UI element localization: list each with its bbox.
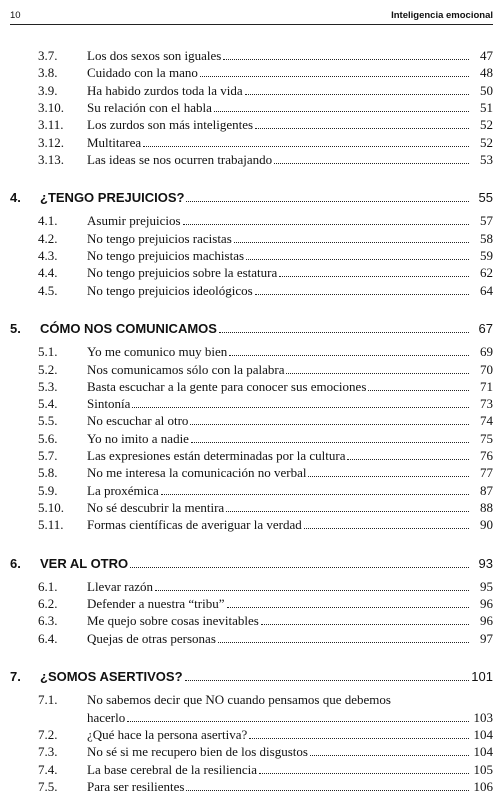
- leader-dots: [310, 755, 469, 756]
- entry-row: [87, 282, 493, 300]
- toc-entry: [0, 630, 493, 648]
- entry-number: 5.3.: [38, 378, 58, 394]
- toc-entry: [0, 151, 493, 169]
- entry-body: [87, 482, 493, 500]
- page-ref: 55: [478, 190, 493, 206]
- entry-row: [87, 726, 493, 744]
- toc-entry: [0, 361, 493, 379]
- leader-dots: [130, 567, 469, 568]
- toc-entry: [0, 447, 493, 465]
- leader-dots: [308, 476, 469, 477]
- toc-chapter: [0, 189, 493, 207]
- leader-dots: [286, 373, 469, 374]
- entry-body: [87, 726, 493, 744]
- page-ref: 97: [480, 630, 493, 646]
- entry-title: Las ideas se nos ocurren trabajando: [87, 151, 273, 167]
- entry-row: [87, 499, 493, 517]
- entry-row: [87, 761, 493, 779]
- entry-number: 7.1.: [38, 692, 58, 708]
- leader-dots: [183, 224, 469, 225]
- entry-row: [87, 595, 493, 613]
- entry-row: [87, 247, 493, 265]
- leader-dots: [368, 390, 469, 391]
- leader-dots: [347, 459, 469, 460]
- toc-entry: [0, 691, 493, 709]
- page-ref: 105: [473, 761, 493, 777]
- page-ref: 73: [480, 396, 493, 412]
- entry-row: [87, 612, 493, 630]
- toc-entry: [0, 212, 493, 230]
- entry-number: 5.1.: [38, 344, 58, 360]
- entry-title: ¿Qué hace la persona asertiva?: [87, 726, 248, 742]
- page-ref: 96: [480, 596, 493, 612]
- header-rule: [10, 24, 493, 25]
- entry-row: [87, 134, 493, 152]
- entry-title: La proxémica: [87, 482, 159, 498]
- entry-number: 3.13.: [38, 151, 64, 167]
- entry-number: 4.2.: [38, 230, 58, 246]
- entry-row: [87, 212, 493, 230]
- entry-number: 3.12.: [38, 134, 64, 150]
- entry-body: [87, 499, 493, 517]
- toc-entry-continued: [87, 709, 493, 727]
- leader-dots: [255, 294, 469, 295]
- toc-entry: [0, 116, 493, 134]
- entry-row: [87, 264, 493, 282]
- entry-title: VER AL OTRO: [40, 555, 129, 571]
- entry-number: 5.: [10, 320, 21, 336]
- entry-title: No escuchar al otro: [87, 413, 189, 429]
- toc-entry: [0, 761, 493, 779]
- entry-body: [87, 395, 493, 413]
- entry-number: 7.5.: [38, 778, 58, 794]
- entry-row: [40, 189, 493, 207]
- entry-row: [87, 482, 493, 500]
- leader-dots: [185, 680, 469, 681]
- entry-title: Las expresiones están determinadas por la cultura: [87, 448, 346, 463]
- entry-body: [87, 743, 493, 761]
- entry-title: Cuidado con la mano: [87, 65, 198, 81]
- entry-number: 7.2.: [38, 726, 58, 742]
- entry-title: Ha habido zurdos toda la vida: [87, 82, 243, 98]
- toc-entry: [0, 99, 493, 117]
- toc-entry: [0, 82, 493, 100]
- toc-chapter: [0, 320, 493, 338]
- leader-dots: [245, 94, 469, 95]
- toc-entry: [0, 395, 493, 413]
- page-ref: 51: [480, 99, 493, 115]
- toc-entry: [0, 516, 493, 534]
- entry-body: [40, 320, 493, 338]
- entry-title: No tengo prejuicios sobre la estatura: [87, 265, 278, 281]
- entry-title: ¿TENGO PREJUICIOS?: [40, 190, 185, 206]
- page-ref: 59: [480, 248, 493, 263]
- toc-entry: [0, 378, 493, 396]
- entry-number: 5.9.: [38, 482, 58, 498]
- page-ref: 48: [480, 65, 493, 81]
- entry-title: Me quejo sobre cosas inevitables: [87, 613, 259, 629]
- entry-row: [87, 64, 493, 82]
- entry-body: [87, 361, 493, 379]
- leader-dots: [155, 590, 469, 591]
- entry-body: [40, 668, 493, 686]
- entry-title: No tengo prejuicios machistas: [87, 248, 245, 263]
- leader-dots: [200, 76, 469, 77]
- entry-body: [87, 230, 493, 248]
- page-ref: 71: [480, 378, 493, 394]
- page-ref: 101: [471, 669, 493, 684]
- leader-dots: [261, 624, 469, 625]
- page-ref: 53: [480, 151, 493, 167]
- page-ref: 52: [480, 117, 493, 133]
- entry-row: [87, 447, 493, 465]
- entry-row: [87, 230, 493, 248]
- toc-entry: [0, 482, 493, 500]
- toc-chapter: [0, 555, 493, 573]
- entry-number: 7.: [10, 669, 21, 684]
- toc-entry: [0, 64, 493, 82]
- entry-title: No me interesa la comunicación no verbal: [87, 465, 307, 481]
- toc-entry: [0, 247, 493, 265]
- entry-number: 5.2.: [38, 361, 58, 377]
- entry-number: 5.10.: [38, 499, 64, 515]
- page-ref: 57: [480, 213, 493, 229]
- entry-title: Asumir prejuicios: [87, 213, 181, 229]
- entry-number: 3.9.: [38, 82, 58, 98]
- entry-number: 5.8.: [38, 465, 58, 481]
- page-ref: 88: [480, 499, 493, 515]
- entry-body: [87, 64, 493, 82]
- entry-row: [87, 412, 493, 430]
- toc-entry: [0, 230, 493, 248]
- leader-dots: [186, 790, 469, 791]
- entry-title: ¿SOMOS ASERTIVOS?: [40, 669, 183, 684]
- entry-title: No tengo prejuicios racistas: [87, 230, 232, 246]
- entry-number: 6.4.: [38, 630, 58, 646]
- entry-number: 7.3.: [38, 744, 58, 760]
- entry-title: Multitarea: [87, 134, 142, 150]
- leader-dots: [259, 773, 469, 774]
- entry-title: Los zurdos son más inteligentes: [87, 117, 254, 133]
- toc-entry: [0, 343, 493, 361]
- entry-row: [87, 116, 493, 134]
- entry-title: Sintonía: [87, 396, 131, 412]
- entry-row: [40, 320, 493, 338]
- running-title: Inteligencia emocional: [391, 10, 493, 21]
- page-ref: 76: [480, 448, 493, 463]
- entry-row: [87, 430, 493, 448]
- page-ref: 87: [480, 482, 493, 498]
- leader-dots: [304, 528, 469, 529]
- leader-dots: [223, 59, 469, 60]
- entry-number: 4.1.: [38, 213, 58, 229]
- entry-row: [87, 709, 493, 727]
- page-ref: 106: [473, 778, 493, 794]
- entry-row: [87, 578, 493, 596]
- entry-number: 5.6.: [38, 430, 58, 446]
- page-ref: 74: [480, 413, 493, 429]
- toc-entry: [0, 778, 493, 796]
- leader-dots: [255, 128, 469, 129]
- leader-dots: [234, 242, 469, 243]
- entry-title: Defender a nuestra “tribu”: [87, 596, 225, 612]
- entry-row: [87, 395, 493, 413]
- entry-body: [40, 189, 493, 207]
- toc-entry: [0, 743, 493, 761]
- entry-number: 6.: [10, 555, 21, 571]
- entry-body: [87, 378, 493, 396]
- entry-row: [87, 151, 493, 169]
- entry-body: [87, 578, 493, 596]
- leader-dots: [191, 442, 469, 443]
- entry-body: [87, 82, 493, 100]
- entry-number: 6.2.: [38, 596, 58, 612]
- entry-title: Llevar razón: [87, 578, 154, 594]
- entry-body: [87, 516, 493, 534]
- entry-body: [87, 630, 493, 648]
- entry-row: [87, 778, 493, 796]
- entry-body: [87, 430, 493, 448]
- entry-body: [87, 595, 493, 613]
- entry-body: [87, 447, 493, 465]
- entry-row: [87, 743, 493, 761]
- toc-entry: [0, 464, 493, 482]
- entry-row: [40, 555, 493, 573]
- leader-dots: [214, 111, 469, 112]
- toc-entry: [0, 578, 493, 596]
- entry-body: [40, 555, 493, 573]
- entry-body: [87, 412, 493, 430]
- leader-dots: [274, 163, 469, 164]
- entry-title: Formas científicas de averiguar la verdad: [87, 517, 302, 533]
- entry-body: [87, 151, 493, 169]
- page-number: 10: [10, 10, 21, 21]
- toc-entry: [0, 264, 493, 282]
- page-ref: 70: [480, 361, 493, 377]
- entry-number: 7.4.: [38, 761, 58, 777]
- entry-title: No sabemos decir que NO cuando pensamos que debemos: [87, 692, 391, 708]
- entry-number: 3.10.: [38, 99, 64, 115]
- page-ref: 104: [473, 744, 493, 760]
- leader-dots: [218, 642, 469, 643]
- entry-body: [87, 99, 493, 117]
- page-ref: 62: [480, 265, 493, 281]
- entry-number: 4.: [10, 190, 21, 206]
- page-ref: 104: [473, 726, 493, 742]
- toc-entry: [0, 134, 493, 152]
- page-ref: 77: [480, 465, 493, 481]
- toc-entry: [0, 47, 493, 65]
- page-ref: 50: [480, 82, 493, 98]
- entry-title: Su relación con el habla: [87, 99, 212, 115]
- entry-title: Yo me comunico muy bien: [87, 344, 228, 360]
- entry-row: [87, 343, 493, 361]
- entry-row: [40, 668, 493, 686]
- entry-body: [87, 343, 493, 361]
- entry-body: [87, 264, 493, 282]
- page-ref: 93: [478, 555, 493, 571]
- toc-entry: [0, 595, 493, 613]
- entry-title: No sé descubrir la mentira: [87, 499, 225, 515]
- toc-entry: [0, 612, 493, 630]
- entry-title: Yo no imito a nadie: [87, 430, 189, 446]
- toc-entry: [0, 430, 493, 448]
- entry-body: [87, 116, 493, 134]
- entry-title: Quejas de otras personas: [87, 630, 216, 646]
- entry-title: No tengo prejuicios ideológicos: [87, 282, 253, 298]
- leader-dots: [127, 721, 469, 722]
- entry-body: [87, 134, 493, 152]
- entry-number: 4.3.: [38, 248, 58, 263]
- leader-dots: [226, 511, 469, 512]
- leader-dots: [279, 276, 469, 277]
- entry-title: Los dos sexos son iguales: [87, 48, 222, 63]
- entry-row: [87, 516, 493, 534]
- page-ref: 75: [480, 430, 493, 446]
- toc-entry: [0, 412, 493, 430]
- leader-dots: [227, 607, 469, 608]
- leader-dots: [219, 332, 469, 333]
- entry-title: Basta escuchar a la gente para conocer sus emociones: [87, 378, 367, 394]
- running-header: [10, 6, 493, 24]
- entry-body: [87, 212, 493, 230]
- entry-body: [87, 778, 493, 796]
- entry-number: 4.4.: [38, 265, 58, 281]
- entry-number: 5.4.: [38, 396, 58, 412]
- toc-entry: [0, 726, 493, 744]
- entry-number: 5.7.: [38, 448, 58, 463]
- leader-dots: [249, 738, 469, 739]
- entry-row: [87, 82, 493, 100]
- toc-chapter: [0, 668, 493, 686]
- page-ref: 95: [480, 578, 493, 594]
- entry-number: 3.11.: [38, 117, 64, 133]
- toc-entry: [0, 499, 493, 517]
- page-ref: 67: [478, 320, 493, 336]
- page-ref: 58: [480, 230, 493, 246]
- entry-body: [87, 761, 493, 779]
- entry-title-continued: hacerlo: [87, 709, 126, 725]
- entry-title: Nos comunicamos sólo con la palabra: [87, 361, 285, 377]
- page-ref: 64: [480, 282, 493, 298]
- leader-dots: [246, 259, 469, 260]
- entry-title: Para ser resilientes: [87, 778, 185, 794]
- entry-number: 3.7.: [38, 48, 58, 63]
- page-ref: 47: [480, 48, 493, 63]
- entry-number: 4.5.: [38, 282, 58, 298]
- toc-entry: [0, 282, 493, 300]
- entry-number: 3.8.: [38, 65, 58, 81]
- entry-row: [87, 630, 493, 648]
- entry-row: [87, 47, 493, 65]
- leader-dots: [132, 407, 469, 408]
- entry-body: [87, 612, 493, 630]
- entry-row: [87, 464, 493, 482]
- leader-dots: [186, 201, 469, 202]
- page-ref: 90: [480, 517, 493, 533]
- entry-number: 5.11.: [38, 517, 64, 533]
- entry-number: 5.5.: [38, 413, 58, 429]
- entry-title: La base cerebral de la resiliencia: [87, 761, 257, 777]
- entry-body: [87, 47, 493, 65]
- entry-title: CÓMO NOS COMUNICAMOS: [40, 320, 217, 336]
- entry-body: [87, 282, 493, 300]
- entry-row: [87, 378, 493, 396]
- leader-dots: [161, 494, 469, 495]
- leader-dots: [143, 146, 469, 147]
- entry-title: No sé si me recupero bien de los disgustos: [87, 744, 308, 760]
- page-ref: 103: [473, 709, 493, 725]
- entry-row: [87, 99, 493, 117]
- entry-number: 6.3.: [38, 613, 58, 629]
- page-ref: 69: [480, 344, 493, 360]
- leader-dots: [190, 424, 469, 425]
- leader-dots: [229, 355, 469, 356]
- page-ref: 96: [480, 613, 493, 629]
- page-ref: 52: [480, 134, 493, 150]
- entry-number: 6.1.: [38, 578, 58, 594]
- entry-row: [87, 361, 493, 379]
- entry-body: [87, 247, 493, 265]
- entry-body: [87, 464, 493, 482]
